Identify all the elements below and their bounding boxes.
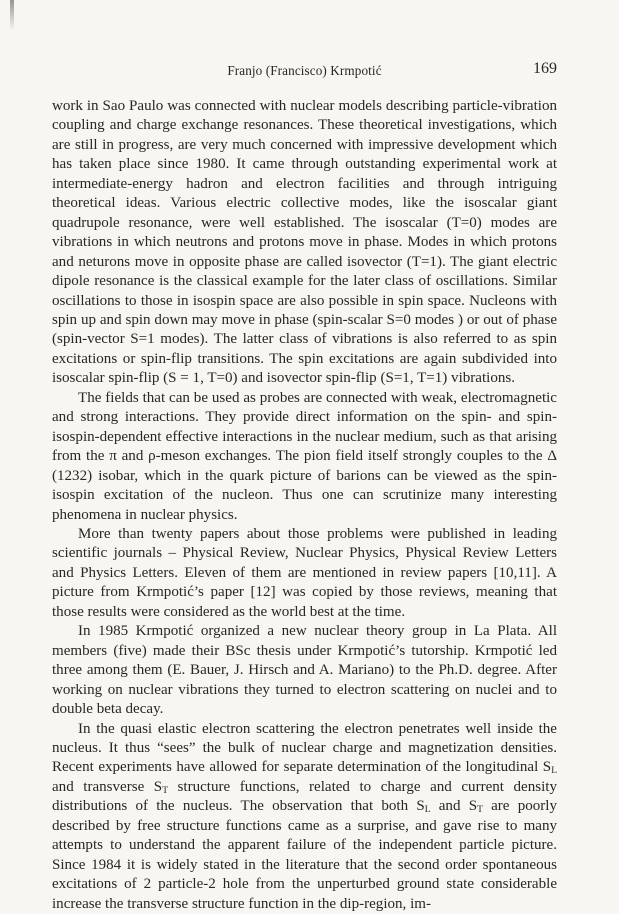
text-run: and transverse S xyxy=(52,779,162,795)
text-run: structure functions, related to charge and current density distributions of the nucleus. The observation that both S xyxy=(52,779,557,814)
text-run: In 1985 Krmpotić organized a new nuclear theory group in La Plata. All members (five) made their BSc thesis under Krmpotić’s tutorship. Krmpotić led three among them (E. Bauer, J. Hirsch and A. Mariano) to the Ph.D. degree. After working on nuclear vibrations they turned to electron scattering on nuclei and to double beta decay. xyxy=(52,623,557,717)
text-run: More than twenty papers about those problems were published in leading scientific journals – Physical Review, Nuclear Physics, Physical Review Letters and Physics Letters. Eleven of them are mentioned in review papers [10,11]. A picture from Krmpotić’s paper [12] was copied by those reviews, meaning that those results were considered as the world best at the time. xyxy=(52,526,557,620)
subscript: T xyxy=(477,805,483,815)
paragraph xyxy=(52,97,557,389)
text-run: and S xyxy=(431,798,478,814)
paragraph xyxy=(52,525,557,622)
paragraph xyxy=(52,622,557,719)
subscript: L xyxy=(551,766,557,776)
page-edge-shadow xyxy=(10,0,14,30)
running-title: Franjo (Francisco) Krmpotić xyxy=(52,63,557,79)
running-header xyxy=(52,60,557,82)
text-run: work in Sao Paulo was connected with nuclear models describing particle-vibration coupling and charge exchange resonances. These theoretical investigations, which are still in progress, are very much concerned with impressive development which has taken place since 1980. It came through outstanding experimental work at intermediate-energy hadron and electron facilities and through intriguing theoretical ideas. Various electric collective modes, like the isoscalar giant quadrupole resonance, were well established. The isoscalar (T=0) modes are vibrations in which neutrons and protons move in phase. Modes in which protons and neturons move in opposite phase are called isovector (T=1). The giant electric dipole resonance is the classical example for the later class of oscillations. Similar oscillations to those in isospin space are also possible in spin space. Nucleons with spin up and spin down may move in phase (spin-scalar S=0 modes ) or out of phase (spin-vector S=1 modes). The latter class of vibrations is also referred to as spin excitations or spin-flip transitions. The spin excitations are again subdivided into isoscalar spin-flip (S = 1, T=0) and isovector spin-flip (S=1, T=1) vibrations. xyxy=(52,98,557,386)
page-number: 169 xyxy=(533,60,557,78)
paragraph xyxy=(52,720,557,914)
subscript: T xyxy=(162,786,168,796)
paragraph xyxy=(52,389,557,525)
text-run: are poorly described by free structure functions came as a surprise, and gave rise to many attempts to understand the apparent failure of the independent particle picture. Since 1984 it is widely stated in the literature that the second order spontaneous excitations of 2 particle-2 hole from the unperturbed ground state considerable increase the transverse structure function in the dip-region, im- xyxy=(52,798,557,911)
body-text xyxy=(52,97,557,914)
text-run: In the quasi elastic electron scattering the electron penetrates well inside the nucleus. It thus “sees” the bulk of nuclear charge and magnetization densities. Recent experiments have allowed for separate determination of the longitudinal S xyxy=(52,721,557,776)
text-run: The fields that can be used as probes are connected with weak, electromagnetic and strong interactions. They provide direct information on the spin- and spin-isospin-dependent effective interactions in the nuclear medium, such as that arising from the π and ρ-meson exchanges. The pion field itself strongly couples to the Δ (1232) isobar, which in the quark picture of barions can be viewed as the spin-isospin excitation of the nucleon. Thus one can scrutinize many interesting phenomena in nuclear physics. xyxy=(52,390,557,523)
subscript: L xyxy=(425,805,431,815)
